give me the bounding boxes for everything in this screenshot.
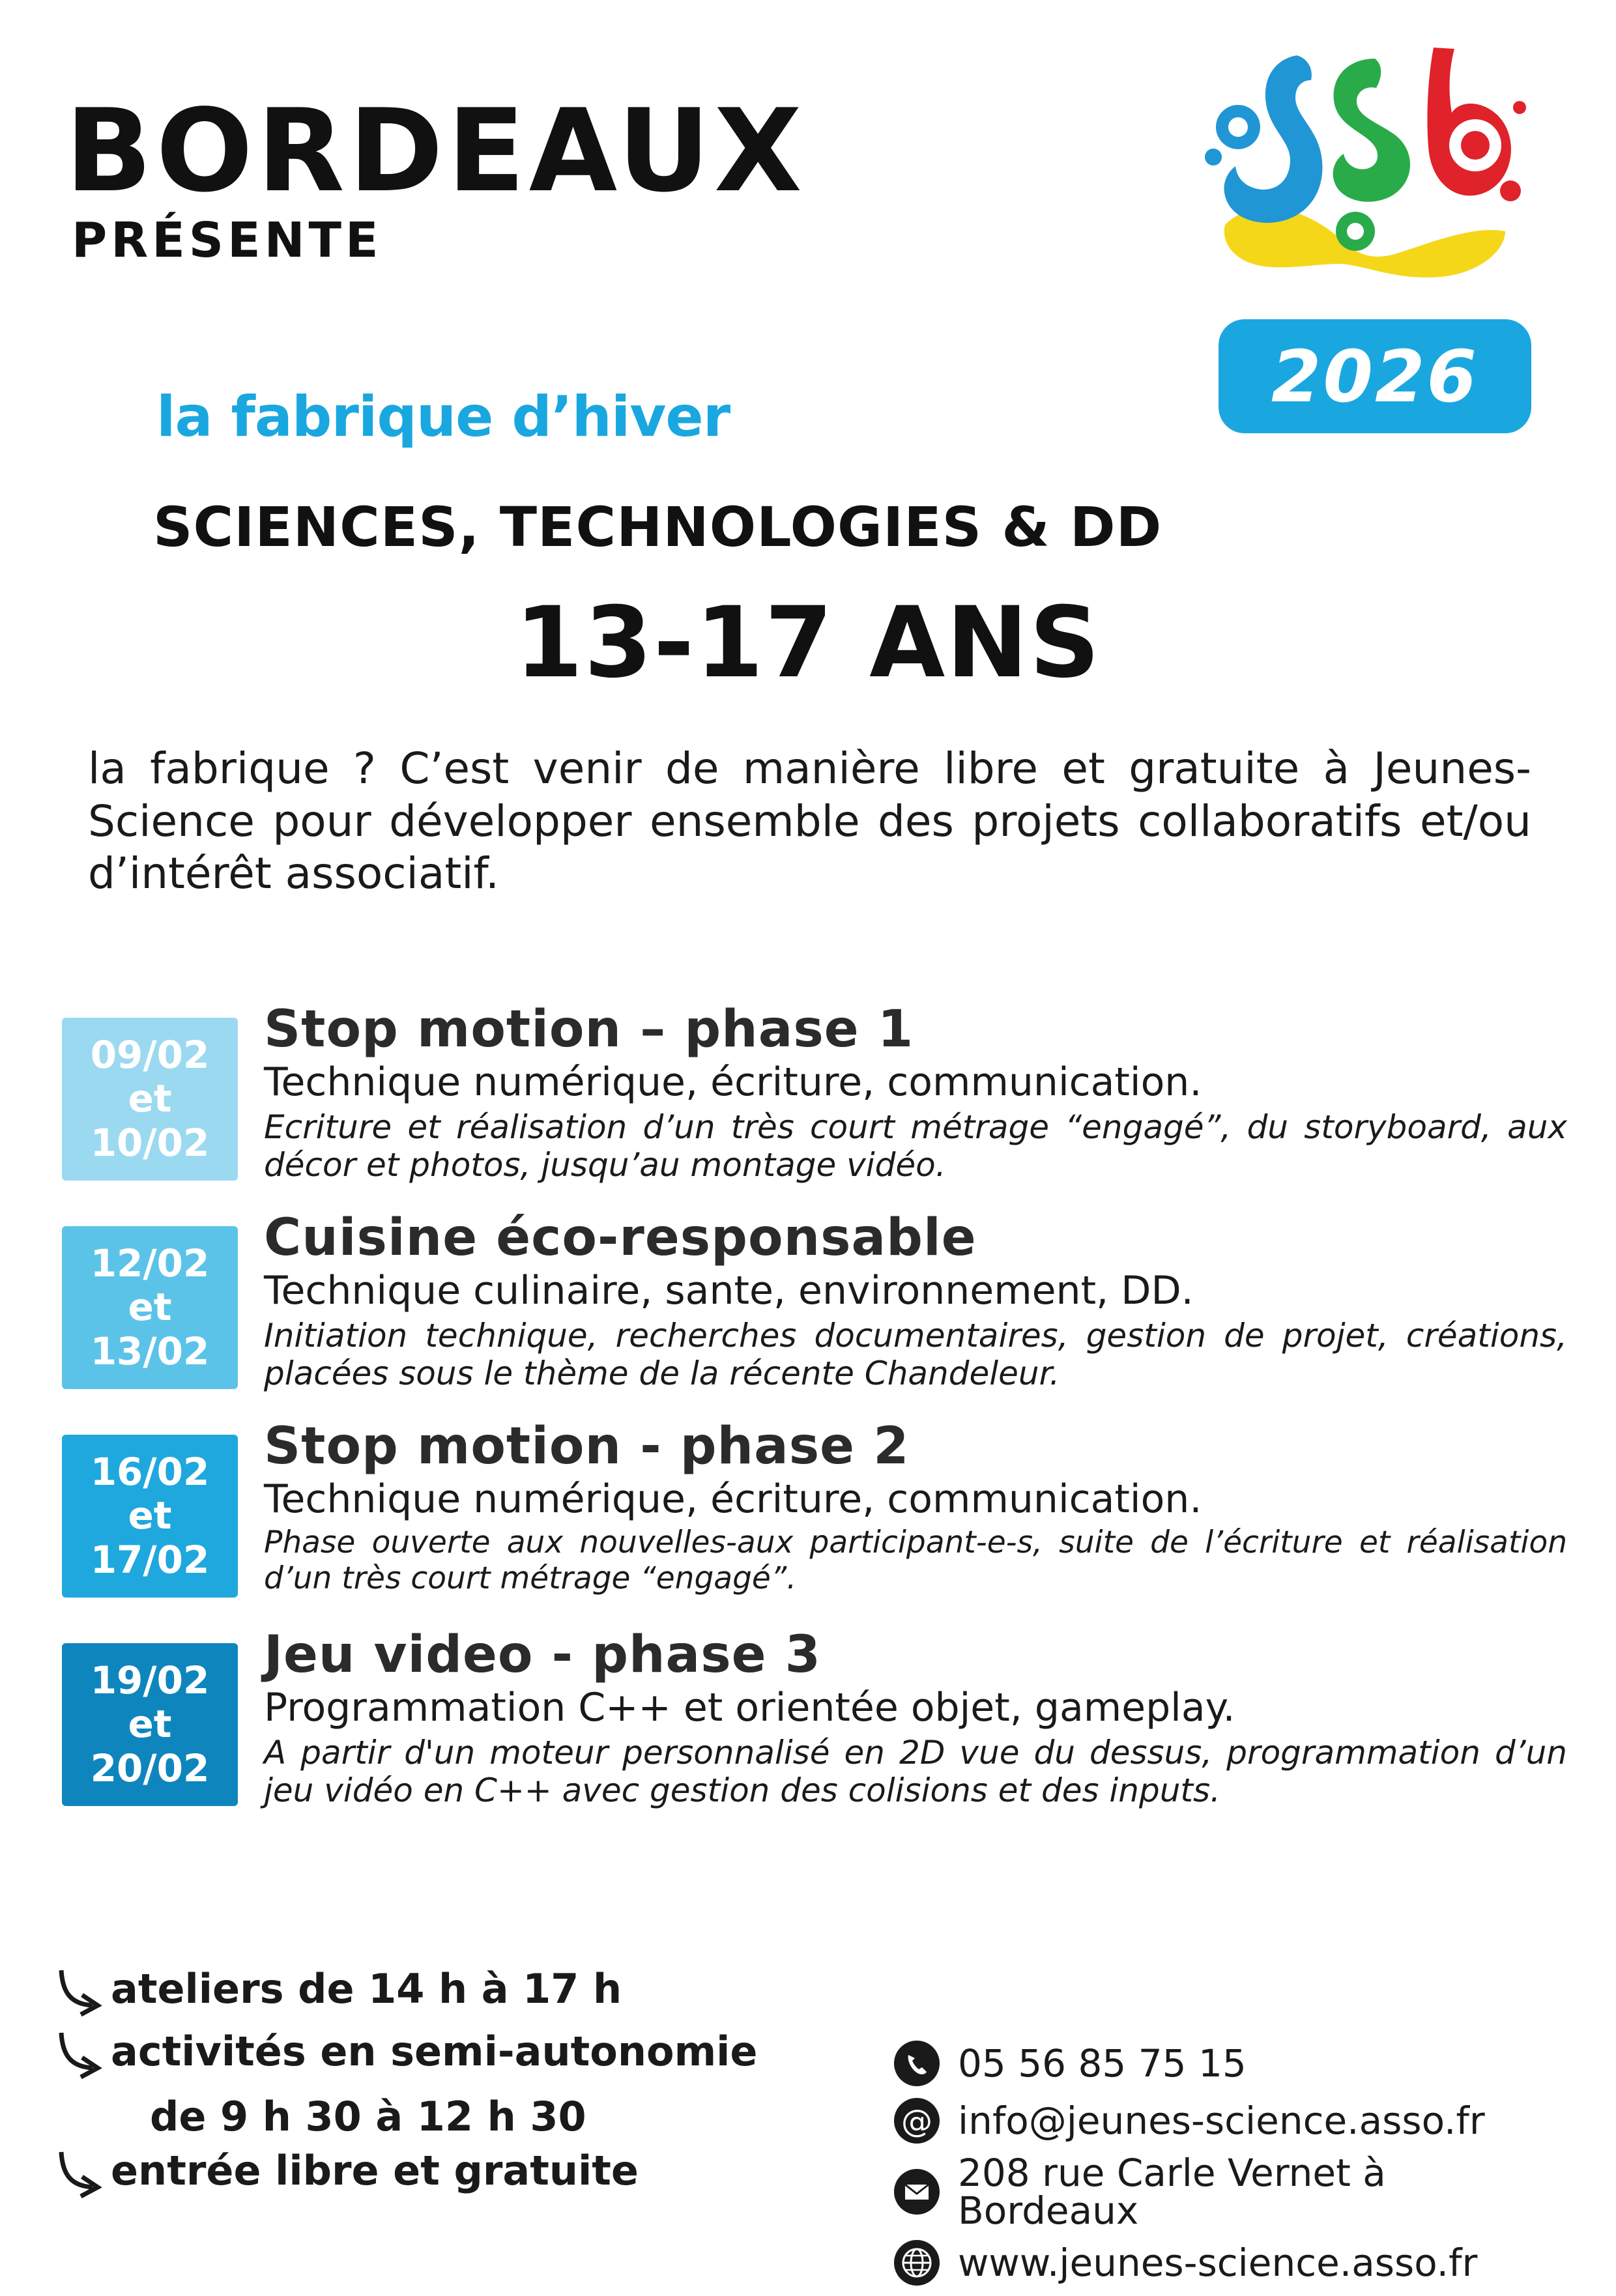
arrow-curve-icon bbox=[52, 1964, 111, 2025]
intro-paragraph: la fabrique ? C’est venir de manière libre et gratuite à Jeunes-Science pour développer ensemble des projets collaboratifs et/ou d’intérêt associatif. bbox=[88, 743, 1531, 899]
list-item bbox=[62, 1000, 1567, 1192]
session-date-line3: 20/02 bbox=[90, 1745, 210, 1790]
session-date-line2: et bbox=[128, 1493, 172, 1538]
list-item bbox=[52, 2149, 912, 2207]
year-label: 2026 bbox=[1271, 334, 1479, 418]
contact-email[interactable]: info@jeunes-science.asso.fr bbox=[958, 2099, 1485, 2143]
svg-text:@: @ bbox=[901, 2103, 932, 2140]
arrow-curve-icon bbox=[52, 2026, 111, 2088]
envelope-icon bbox=[893, 2168, 941, 2216]
practical-info-list bbox=[52, 1965, 912, 2212]
page-title: BORDEAUX bbox=[65, 85, 806, 218]
session-subtitle: Programmation C++ et orientée objet, gameplay. bbox=[264, 1684, 1235, 1730]
session-date-line2: et bbox=[128, 1285, 172, 1330]
footer bbox=[0, 1965, 1616, 2285]
session-date-line1: 19/02 bbox=[90, 1658, 210, 1703]
session-subtitle: Technique culinaire, sante, environnement, DD. bbox=[264, 1267, 1194, 1313]
session-description: Phase ouverte aux nouvelles-aux participant-e-s, suite de l’écriture et réalisation d’un très court métrage “engagé”. bbox=[264, 1525, 1567, 1596]
list-item bbox=[62, 1417, 1567, 1609]
session-date-line2: et bbox=[128, 1076, 172, 1121]
session-description: Ecriture et réalisation d’un très court métrage “engagé”, du storyboard, aux décor et photos, jusqu’au montage vidéo. bbox=[264, 1108, 1567, 1184]
contact-list bbox=[893, 2039, 1577, 2296]
session-date-line3: 13/02 bbox=[90, 1328, 210, 1373]
session-description: A partir d'un moteur personnalisé en 2D vue du dessus, programmation d’un jeu vidéo en C++ avec gestion des colisions et des inputs. bbox=[264, 1734, 1567, 1810]
practical-info-text: ateliers de 14 h à 17 h bbox=[111, 1965, 622, 2013]
list-item bbox=[893, 2151, 1577, 2233]
session-date-line1: 16/02 bbox=[90, 1450, 210, 1495]
session-subtitle: Technique numérique, écriture, communication. bbox=[264, 1059, 1202, 1105]
session-title: Jeu video - phase 3 bbox=[264, 1626, 821, 1684]
session-date-line1: 12/02 bbox=[90, 1241, 210, 1286]
contact-address: 208 rue Carle Vernet à Bordeaux bbox=[958, 2151, 1386, 2233]
session-description: Initiation technique, recherches documentaires, gestion de projet, créations, placées sous le thème de la récente Chandeleur. bbox=[264, 1317, 1567, 1393]
header bbox=[65, 85, 1173, 269]
arrow-curve-icon bbox=[52, 2145, 111, 2207]
list-item bbox=[52, 1965, 912, 2025]
phone-icon bbox=[893, 2039, 941, 2088]
globe-icon bbox=[893, 2239, 941, 2287]
session-date-line2: et bbox=[128, 1702, 172, 1747]
practical-info-subtext: de 9 h 30 à 12 h 30 bbox=[150, 2093, 586, 2140]
session-subtitle: Technique numérique, écriture, communication. bbox=[264, 1476, 1202, 1522]
presente-label: PRÉSENTE bbox=[72, 212, 382, 269]
session-date-line3: 17/02 bbox=[90, 1537, 210, 1582]
age-range: 13-17 ANS bbox=[515, 586, 1101, 700]
session-date-badge bbox=[62, 1018, 238, 1181]
contact-website[interactable]: www.jeunes-science.asso.fr bbox=[958, 2241, 1478, 2285]
list-item bbox=[893, 2039, 1577, 2088]
session-date-badge bbox=[62, 1643, 238, 1806]
session-list bbox=[62, 1000, 1567, 1837]
session-date-line3: 10/02 bbox=[90, 1120, 210, 1165]
session-title: Stop motion – phase 1 bbox=[264, 1000, 914, 1059]
list-item bbox=[62, 1209, 1567, 1401]
session-body bbox=[238, 1000, 1567, 1184]
jeunes-science-logo-icon bbox=[1199, 29, 1531, 290]
subtitle-themes: SCIENCES, TECHNOLOGIES & DD bbox=[153, 495, 1162, 559]
year-badge bbox=[1219, 319, 1531, 433]
contact-phone[interactable]: 05 56 85 75 15 bbox=[958, 2041, 1247, 2086]
session-body bbox=[238, 1417, 1567, 1596]
subtitle-fabrique: la fabrique d’hiver bbox=[156, 384, 730, 450]
session-title: Stop motion - phase 2 bbox=[264, 1417, 910, 1476]
list-item bbox=[893, 2239, 1577, 2287]
session-body bbox=[238, 1626, 1567, 1810]
list-item bbox=[893, 2097, 1577, 2145]
session-body bbox=[238, 1209, 1567, 1393]
session-title: Cuisine éco-responsable bbox=[264, 1209, 977, 1267]
session-date-badge bbox=[62, 1226, 238, 1389]
practical-info-text: activités en semi-autonomie bbox=[111, 2028, 758, 2075]
at-icon bbox=[893, 2097, 941, 2145]
session-date-line1: 09/02 bbox=[90, 1033, 210, 1078]
practical-info-text: entrée libre et gratuite bbox=[111, 2147, 639, 2194]
list-item bbox=[62, 1626, 1567, 1818]
session-date-badge bbox=[62, 1435, 238, 1598]
list-item bbox=[52, 2030, 912, 2088]
